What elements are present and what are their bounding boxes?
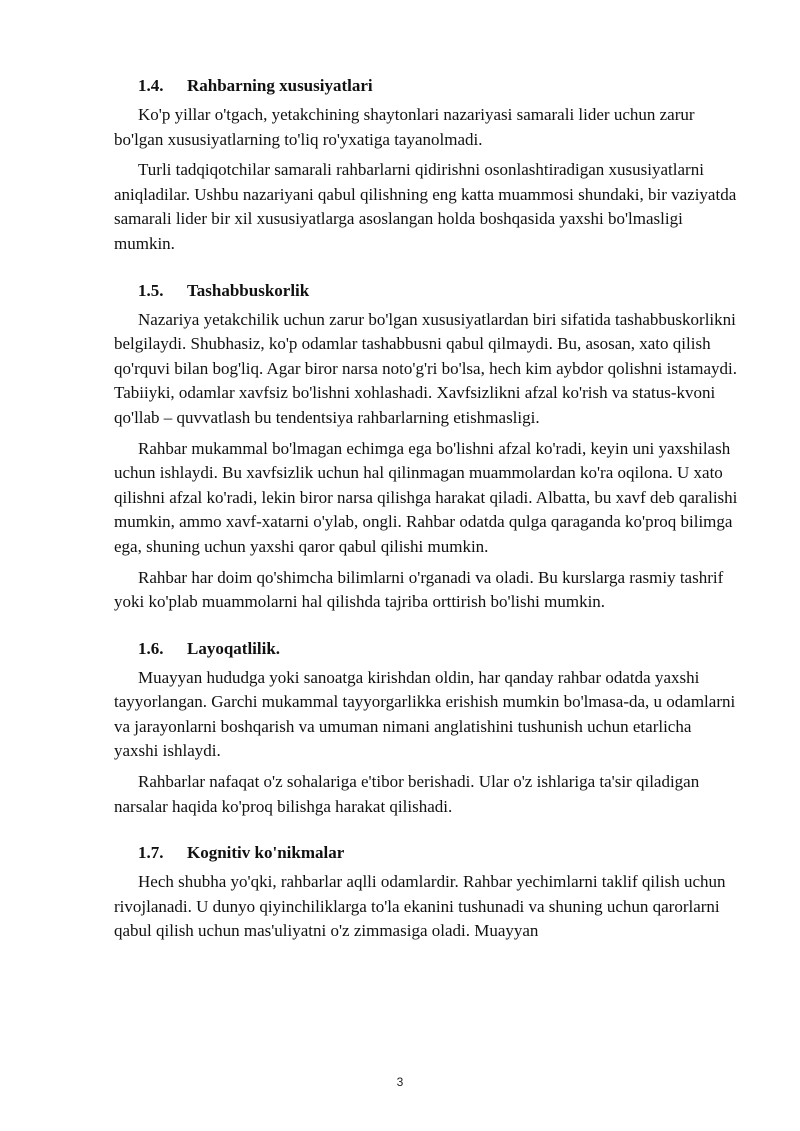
section-1-7 [114,841,740,944]
section-heading [114,841,740,865]
paragraph: Hech shubha yo'qki, rahbarlar aqlli odamlardir. Rahbar yechimlarni taklif qilish uchun rivojlanadi. U dunyo qiyinchiliklarga to'la ekanini tushunadi va shuning uchun qarorlarni qabul qilish uchun mas'uliyatni o'z zimmasiga oladi. Muayyan [114,872,726,941]
section-number: 1.5. [138,280,164,300]
section-title: Kognitiv ko'nikmalar [187,843,345,863]
page-number: 3 [396,1075,404,1089]
section-number: 1.7. [138,843,164,863]
document-page [114,74,740,966]
section-title: Tashabbuskorlik [187,280,310,300]
section-heading [114,637,740,661]
paragraph: Rahbar har doim qo'shimcha bilimlarni o'rganadi va oladi. Bu kurslarga rasmiy tashrif yoki ko'plab muammolarni hal qilishda tajriba orttirish bo'lishi mumkin. [114,567,724,612]
section-heading [114,279,740,303]
paragraph: Rahbarlar nafaqat o'z sohalariga e'tibor berishadi. Ular o'z ishlariga ta'sir qiladigan narsalar haqida ko'proq bilishga harakat qilishadi. [114,772,700,816]
section-number: 1.4. [138,76,164,95]
section-1-6 [114,637,740,820]
section-1-5 [114,279,740,615]
section-number: 1.6. [138,638,164,658]
section-title: Layoqatlilik. [187,638,281,658]
paragraph: Turli tadqiqotchilar samarali rahbarlarni qidirishni osonlashtiradigan xususiyatlarni aniqladilar. Ushbu nazariyani qabul qilishning eng katta muammosi shundaki, bir vaziyatda samarali lider bir xil xususiyatlarga asoslangan holda boshqasida yaxshi bo'lmasligi mumkin. [114,160,737,253]
paragraph: Nazariya yetakchilik uchun zarur bo'lgan xususiyatlardan biri sifatida tashabbuskorlikni belgilaydi. Shubhasiz, ko'p odamlar tashabbusni qabul qilmaydi. Bu, asosan, xato qilish qo'rquvi bilan bog'liq. Agar biror narsa noto'g'ri bo'lsa, hech kim aybdor qolishni istamaydi. Tabiiyki, odamlar xavfsiz bo'lishni xohlashadi. Xavfsizlikni afzal ko'rish va status-kvoni qo'llab – quvvatlash bu tendentsiya rahbarlarning etishmasligi. [114,309,737,427]
paragraph: Ko'p yillar o'tgach, yetakchining shaytonlari nazariyasi samarali lider uchun zarur bo'lgan xususiyatlarning to'liq ro'yxatiga tayanolmadi. [114,105,695,149]
section-title: Rahbarning xususiyatlari [187,76,373,95]
section-heading [114,74,740,98]
section-1-4 [114,74,740,257]
paragraph: Rahbar mukammal bo'lmagan echimga ega bo'lishni afzal ko'radi, keyin uni yaxshilash uchun ishlaydi. Bu xavfsizlik uchun hal qilinmagan muammolardan ko'ra oqilona. U xato qilishni afzal ko'radi, lekin biror narsa qilishga harakat qiladi. Albatta, bu xavf deb qaralishi mumkin, ammo xavf-xatarni o'ylab, ongli. Rahbar odatda qulga qaraganda ko'proq bilimga ega, shuning uchun yaxshi qaror qabul qilishi mumkin. [114,438,738,556]
paragraph: Muayyan hududga yoki sanoatga kirishdan oldin, har qanday rahbar odatda yaxshi tayyorlangan. Garchi mukammal tayyorgarlikka erishish mumkin bo'lmasa-da, u odamlarni va jarayonlarni boshqarish va umuman nimani anglatishini tushunish uchun etarlicha yaxshi ishlaydi. [114,667,736,761]
